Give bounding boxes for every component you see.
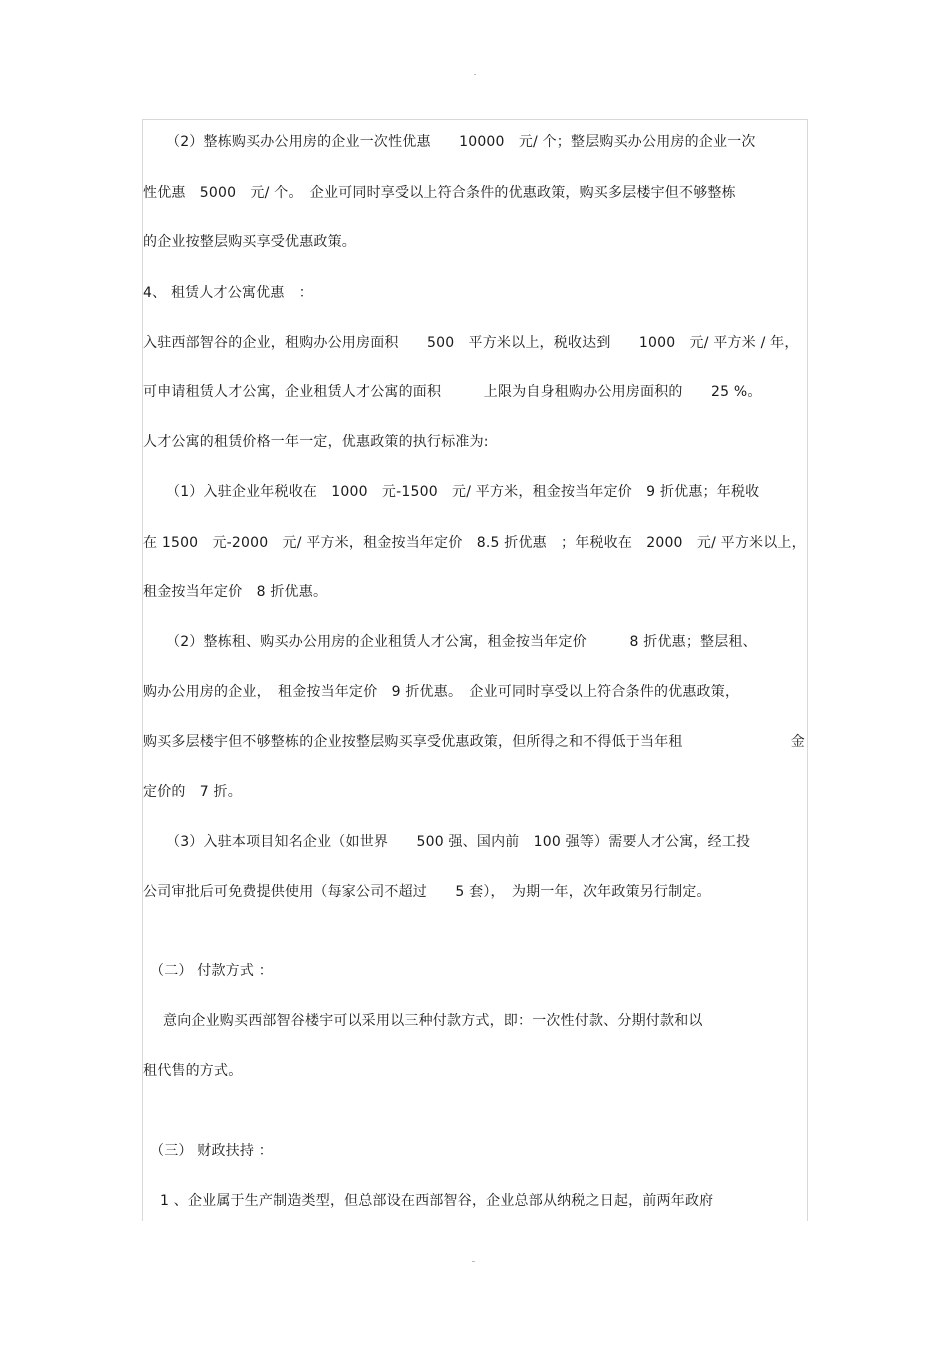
paragraph-line: 入驻西部智谷的企业，租购办公用房面积 500 平方米以上，税收达到 1000 元/ 平方米 / 年，: [143, 335, 799, 351]
footer-mark: [472, 1261, 475, 1262]
paragraph-line: 租代售的方式。: [143, 1063, 243, 1079]
paragraph-line: （3）入驻本项目知名企业（如世界 500 强、国内前 100 强等）需要人才公寓，经工投: [166, 834, 751, 850]
section-heading: 4、 租赁人才公寓优惠 ：: [143, 285, 313, 301]
paragraph-line: 可申请租赁人才公寓，企业租赁人才公寓的面积 上限为自身租购办公用房面积的 25 %。: [143, 384, 762, 400]
section-heading: （二） 付款方式 ：: [150, 963, 273, 979]
header-mark: [474, 74, 476, 75]
section-heading: （三） 财政扶持 ：: [150, 1143, 273, 1159]
justified-line: [143, 732, 805, 752]
paragraph-line: 购办公用房的企业， 租金按当年定价 9 折优惠。 企业可同时享受以上符合条件的优惠政策，: [143, 684, 740, 700]
paragraph-line: 的企业按整层购买享受优惠政策。: [143, 234, 356, 250]
paragraph-line: 人才公寓的租赁价格一年一定，优惠政策的执行标准为:: [143, 434, 489, 450]
paragraph-line: 定价的 7 折。: [143, 784, 242, 800]
paragraph-line: 1 、企业属于生产制造类型，但总部设在西部智谷，企业总部从纳税之日起，前两年政府: [160, 1193, 714, 1209]
paragraph-line-tail: 金: [790, 734, 805, 750]
paragraph-line: 意向企业购买西部智谷楼宇可以采用以三种付款方式，即：一次性付款、分期付款和以: [163, 1013, 703, 1029]
paragraph-line: 在 1500 元-2000 元/ 平方米，租金按当年定价 8.5 折优惠 ；年税收在 2000 元/ 平方米以上，: [143, 535, 806, 551]
paragraph-line: （2）整栋购买办公用房的企业一次性优惠 10000 元/ 个；整层购买办公用房的企业一次: [166, 134, 756, 150]
paragraph-line: （1）入驻企业年税收在 1000 元-1500 元/ 平方米，租金按当年定价 9 折优惠；年税收: [166, 484, 760, 500]
paragraph-line: 租金按当年定价 8 折优惠。: [143, 584, 328, 600]
paragraph-line: 性优惠 5000 元/ 个。 企业可同时享受以上符合条件的优惠政策，购买多层楼宇但不够整栋: [143, 185, 736, 201]
paragraph-line: 公司审批后可免费提供使用（每家公司不超过 5 套）， 为期一年，次年政策另行制定。: [143, 884, 711, 900]
paragraph-line: 购买多层楼宇但不够整栋的企业按整层购买享受优惠政策，但所得之和不得低于当年租: [143, 734, 683, 750]
paragraph-line: （2）整栋租、购买办公用房的企业租赁人才公寓，租金按当年定价 8 折优惠；整层租、: [166, 634, 757, 650]
